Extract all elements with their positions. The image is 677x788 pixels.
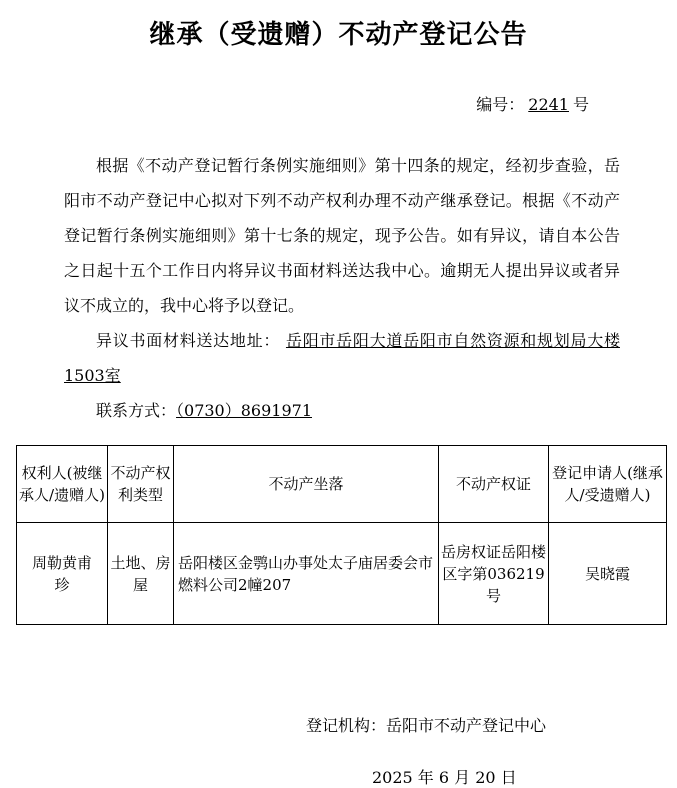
registration-authority: 登记机构：岳阳市不动产登记中心 [306, 716, 547, 735]
contact-label: 联系方式： [96, 401, 177, 420]
serial-label: 编号： [476, 95, 525, 114]
address-label: 异议书面材料送达地址： [96, 331, 281, 350]
contact-value: （0730）8691971 [176, 401, 312, 420]
cell-right-type: 土地、房屋 [108, 523, 174, 625]
header-owner: 权利人(被继承人/遗赠人) [17, 446, 108, 523]
cell-certificate: 岳房权证岳阳楼区字第036219号 [439, 523, 549, 625]
serial-number [476, 92, 589, 115]
header-certificate: 不动产权证 [439, 446, 549, 523]
contact-info [64, 393, 620, 428]
announcement-date: 2025 年 6 月 20 日 [372, 768, 517, 787]
property-table [16, 445, 667, 625]
objection-address [64, 323, 620, 393]
table-header-row [17, 446, 667, 523]
serial-value: 2241 [528, 95, 569, 114]
address-value: 岳阳市岳阳大道岳阳市自然资源和规划局大楼1503室 [64, 331, 620, 385]
cell-owner: 周勒黄甫珍 [17, 523, 108, 625]
header-applicant: 登记申请人(继承人/受遗赠人) [549, 446, 667, 523]
page-title: 继承（受遗赠）不动产登记公告 [149, 20, 528, 50]
announcement-body: 根据《不动产登记暂行条例实施细则》第十四条的规定，经初步查验，岳阳市不动产登记中心拟对下列不动产权利办理不动产继承登记。根据《不动产登记暂行条例实施细则》第十七条的规定，现予公告。如有异议，请自本公告之日起十五个工作日内将异议书面材料送达我中心。逾期无人提出异议或者异议不成立的，我中心将予以登记。 [64, 156, 620, 315]
table-row [17, 523, 667, 625]
cell-applicant: 吴晓霞 [549, 523, 667, 625]
cell-location: 岳阳楼区金鹗山办事处太子庙居委会市燃料公司2幢207 [174, 523, 439, 625]
serial-suffix: 号 [572, 95, 589, 114]
header-right-type: 不动产权利类型 [108, 446, 174, 523]
header-location: 不动产坐落 [174, 446, 439, 523]
